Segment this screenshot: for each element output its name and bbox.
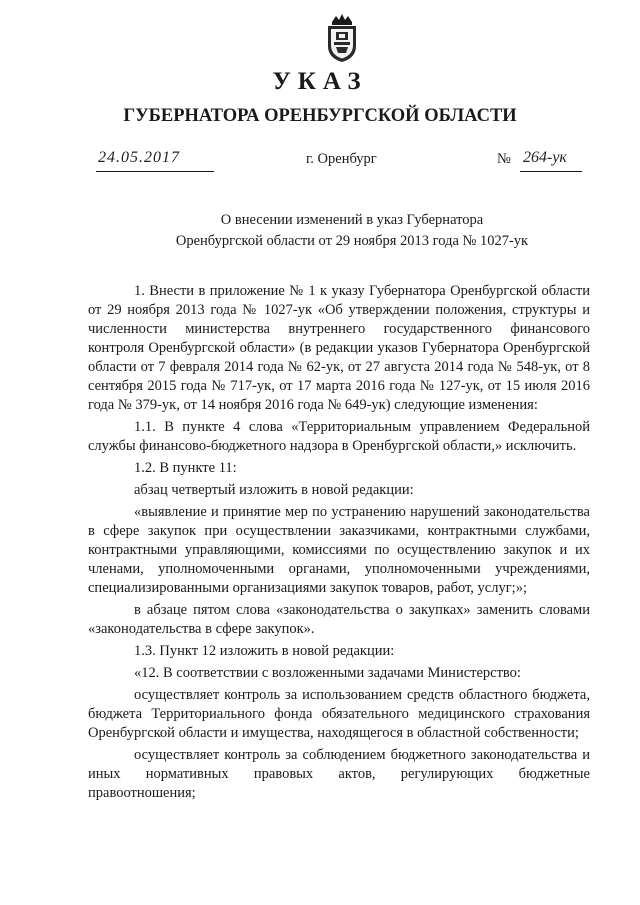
- document-subtitle: ГУБЕРНАТОРА ОРЕНБУРГСКОЙ ОБЛАСТИ: [123, 106, 517, 126]
- coat-of-arms-icon: [322, 12, 362, 64]
- paragraph: 1.3. Пункт 12 изложить в новой редакции:: [134, 643, 395, 659]
- heading-line-2: Оренбургской области от 29 ноября 2013 года № 1027-ук: [175, 233, 529, 249]
- document-body: [88, 282, 590, 806]
- paragraph: в абзаце пятом слова «законодательства о закупках» заменить словами «законодательства в сфере закупок».: [88, 602, 590, 637]
- paragraph: 1.2. В пункте 11:: [134, 460, 237, 476]
- document-date: 24.05.2017: [98, 149, 180, 166]
- paragraph: осуществляет контроль за использованием средств областного бюджета, бюджета Территориального фонда обязательного медицинского страхования Оренбургской области и имущества, находящегося в областной собственности;: [88, 687, 590, 741]
- heading-line-1: О внесении изменений в указ Губернатора: [220, 212, 484, 228]
- paragraph: «выявление и принятие мер по устранению нарушений законодательства в сфере закупок при осуществлении заказчиками, контрактными службами, контрактными управляющими, комиссиями по осуществлению закупок и их членами, уполномоченными органами, уполномоченными учреждениями, специализированными организациями закупок товаров, работ, услуг;»;: [88, 504, 590, 596]
- document-title: УКАЗ: [272, 68, 368, 95]
- paragraph: 1. Внести в приложение № 1 к указу Губернатора Оренбургской области от 29 ноября 2013 года № 1027-ук «Об утверждении положения, структуры и численности министерства внутреннего государственного финансового контроля Оренбургской области» (в редакции указов Губернатора Оренбургской области от 7 февраля 2014 года № 62-ук, от 27 августа 2014 года № 548-ук, от 8 сентября 2015 года № 717-ук, от 17 марта 2016 года № 127-ук, от 15 июля 2016 года № 379-ук, от 14 ноября 2016 года № 649-ук) следующие изменения:: [88, 283, 590, 413]
- number-sign: №: [497, 151, 511, 167]
- document-city: г. Оренбург: [306, 151, 377, 167]
- document-heading: [0, 210, 640, 252]
- paragraph: 1.1. В пункте 4 слова «Территориальным управлением Федеральной службы финансово-бюджетного надзора в Оренбургской области,» исключить.: [88, 419, 590, 454]
- paragraph: абзац четвертый изложить в новой редакции:: [134, 482, 414, 498]
- paragraph: «12. В соответствии с возложенными задачами Министерство:: [134, 665, 521, 681]
- document-number: 264-ук: [523, 149, 567, 166]
- paragraph: осуществляет контроль за соблюдением бюджетного законодательства и иных нормативных правовых актов, регулирующих бюджетные правоотношения;: [88, 747, 590, 801]
